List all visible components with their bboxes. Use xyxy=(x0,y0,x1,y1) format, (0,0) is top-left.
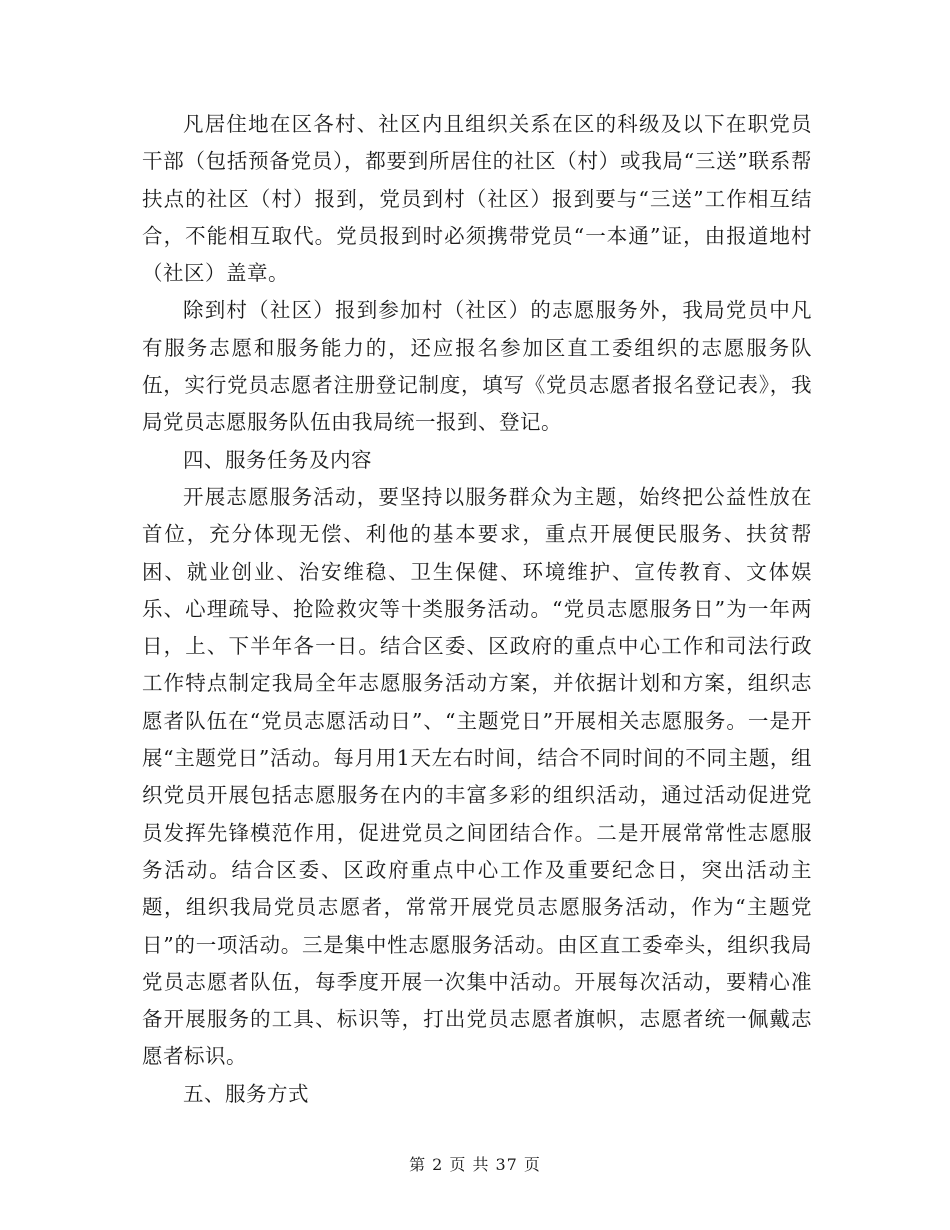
paragraph-registration: 凡居住地在区各村、社区内且组织关系在区的科级及以下在职党员干部（包括预备党员），都要到所居住的社区（村）或我局“三送”联系帮扶点的社区（村）报到，党员到村（社区）报到要与“三送”工作相互结合，不能相互取代。党员报到时必须携带党员“一本通”证，由报道地村（社区）盖章。 xyxy=(142,112,812,286)
footer-total-pages: 37 xyxy=(495,1155,518,1174)
footer-page-number: 2 xyxy=(432,1155,444,1174)
footer-middle: 页 共 xyxy=(449,1155,490,1174)
paragraph-service-tasks: 开展志愿服务活动，要坚持以服务群众为主题，始终把公益性放在首位，充分体现无偿、利他的基本要求，重点开展便民服务、扶贫帮困、就业创业、治安维稳、卫生保健、环境维护、宣传教育、文体娱乐、心理疏导、抢险救灾等十类服务活动。“党员志愿服务日”为一年两日，上、下半年各一日。结合区委、区政府的重点中心工作和司法行政工作特点制定我局全年志愿服务活动方案，并依据计划和方案，组织志愿者队伍在“党员志愿活动日”、“主题党日”开展相关志愿服务。一是开展“主题党日”活动。每月用1天左右时间，结合不同时间的不同主题，组织党员开展包括志愿服务在内的丰富多彩的组织活动，通过活动促进党员发挥先锋模范作用，促进党员之间团结合作。二是开展常常性志愿服务活动。结合区委、区政府重点中心工作及重要纪念日，突出活动主题，组织我局党员志愿者，常常开展党员志愿服务活动，作为“主题党日”的一项活动。三是集中性志愿服务活动。由区直工委牵头，组织我局党员志愿者队伍，每季度开展一次集中活动。开展每次活动，要精心准备开展服务的工具、标识等，打出党员志愿者旗帜，志愿者统一佩戴志愿者标识。 xyxy=(142,484,812,1069)
paragraph-volunteer-team: 除到村（社区）报到参加村（社区）的志愿服务外，我局党员中凡有服务志愿和服务能力的，还应报名参加区直工委组织的志愿服务队伍，实行党员志愿者注册登记制度，填写《党员志愿者报名登记表》，我局党员志愿服务队伍由我局统一报到、登记。 xyxy=(142,298,812,435)
page-footer xyxy=(0,1152,950,1175)
section-heading-4: 四、服务任务及内容 xyxy=(183,447,372,472)
footer-suffix: 页 xyxy=(523,1155,541,1174)
section-heading-5: 五、服务方式 xyxy=(183,1081,309,1106)
footer-prefix: 第 xyxy=(409,1155,427,1174)
document-body xyxy=(142,106,812,1113)
